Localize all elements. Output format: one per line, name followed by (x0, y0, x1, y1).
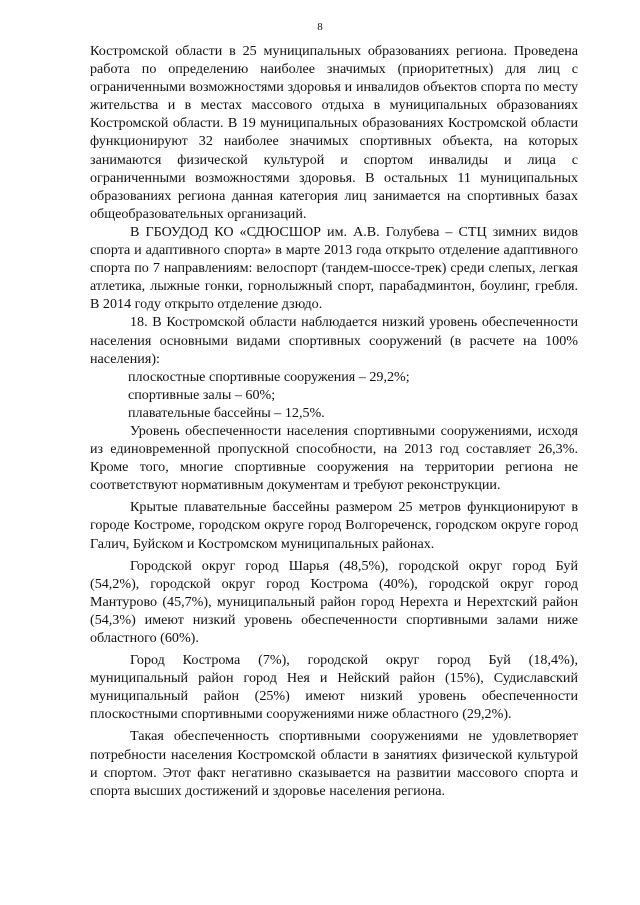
paragraph: В ГБОУДОД КО «СДЮСШОР им. А.В. Голубева – СТЦ зимних видов спорта и адаптивного спорта» в марте 2013 года открыто отделение адаптивного спорта по 7 направлениям: велоспорт (тандем-шоссе-трек) среди слепых, легкая атлетика, лыжные гонки, горнолыжный спорт, парабадминтон, боулинг, гребля. В 2014 году открыто отделение дзюдо. (90, 223, 578, 313)
document-body (90, 42, 578, 800)
list-item: спортивные залы – 60%; (128, 386, 276, 403)
paragraph: Костромской области в 25 муниципальных образованиях региона. Проведена работа по определению наиболее значимых (приоритетных) для лиц с ограниченными возможностями здоровья и инвалидов объектов спорта по месту жительства и в местах массового отдыха в муниципальных образованиях Костромской области. В 19 муниципальных образованиях Костромской области функционируют 32 наиболее значимых спортивных объекта, на которых занимаются физической культурой и спортом инвалиды и лица с ограниченными возможностями здоровья. В остальных 11 муниципальных образованиях региона данная категория лиц занимается на спортивных базах общеобразовательных организаций. (90, 43, 578, 222)
paragraph: Крытые плавательные бассейны размером 25 метров функционируют в городе Костроме, городском округе город Волгореченск, городском округе город Галич, Буйском и Костромском муниципальных районах. (90, 499, 578, 552)
paragraph: Городской округ город Шарья (48,5%), городской округ город Буй (54,2%), городской округ город Кострома (40%), городской округ город Мантурово (45,7%), муниципальный район город Нерехта и Нерехтский район (54,3%) имеют низкий уровень обеспеченности спортивными залами ниже областного (60%). (90, 557, 578, 646)
paragraph: Такая обеспеченность спортивными сооружениями не удовлетворяет потребности населения Костромской области в занятиях физической культурой и спортом. Этот факт негативно сказывается на развитии массового спорта и спорта высших достижений и здоровье населения региона. (90, 728, 578, 799)
list-item: плавательные бассейны – 12,5%. (128, 404, 325, 421)
paragraph: Уровень обеспеченности населения спортивными сооружениями, исходя из единовременной пропускной способности, на 2013 год составляет 26,3%. Кроме того, многие спортивные сооружения на территории региона не соответствуют нормативным документам и требуют реконструкции. (90, 422, 578, 494)
list-item: плоскостные спортивные сооружения – 29,2%; (128, 368, 410, 385)
paragraph: Город Кострома (7%), городской округ город Буй (18,4%), муниципальный район город Нея и Нейский район (15%), Судиславский муниципальный район (25%) имеют низкий уровень обеспеченности плоскостными спортивными сооружениями ниже областного (29,2%). (90, 652, 578, 723)
paragraph: 18. В Костромской области наблюдается низкий уровень обеспеченности населения основными видами спортивных сооружений (в расчете на 100% населения): (90, 314, 578, 367)
page-number: 8 (317, 21, 323, 33)
